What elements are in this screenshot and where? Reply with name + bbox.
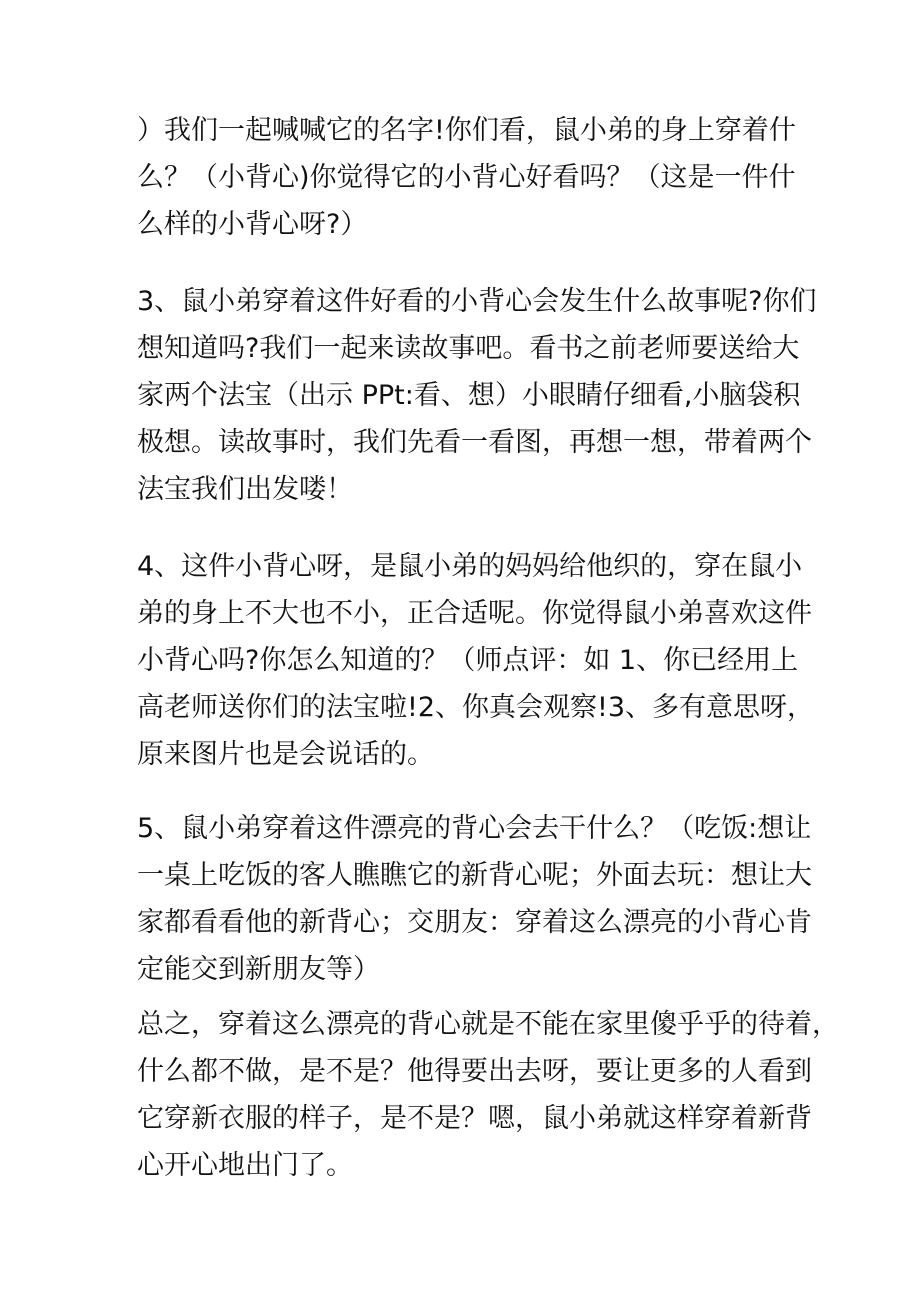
- text-line: 定能交到新朋友等）: [137, 954, 380, 985]
- text-line: 高老师送你们的法宝啦!2、你真会观察!3、多有意思呀，: [137, 692, 815, 723]
- text-line: 5、鼠小弟穿着这件漂亮的背心会去干什么？（吃饭:想让: [137, 813, 812, 844]
- text-line: 一桌上吃饭的客人瞧瞧它的新背心呢；外面去玩：想让大: [137, 860, 812, 891]
- text-line: 4、这件小背心呀，是鼠小弟的妈妈给他织的，穿在鼠小: [137, 551, 803, 582]
- text-line: 么样的小背心呀?）: [137, 209, 368, 240]
- text-line: 它穿新衣服的样子，是不是？嗯，鼠小弟就这样穿着新背: [137, 1103, 812, 1134]
- text-line: 心开心地出门了。: [137, 1150, 353, 1181]
- text-line: 原来图片也是会说话的。: [137, 739, 434, 770]
- text-line: 小背心吗?你怎么知道的？（师点评：如 1、你已经用上: [137, 645, 799, 676]
- paragraph-step-4: [137, 543, 817, 778]
- text-line: 极想。读故事时，我们先看一看图，再想一想，带着两个: [137, 427, 812, 458]
- text-line: 3、鼠小弟穿着这件好看的小背心会发生什么故事呢?你们: [137, 286, 817, 317]
- text-line: 弟的身上不大也不小，正合适呢。你觉得鼠小弟喜欢这件: [137, 598, 812, 629]
- text-line: 家两个法宝（出示 PPt:看、想）小眼睛仔细看,小脑袋积: [137, 380, 801, 411]
- text-line: ）我们一起喊喊它的名字!你们看，鼠小弟的身上穿着什: [137, 115, 796, 146]
- text-line: 家都看看他的新背心；交朋友：穿着这么漂亮的小背心肯: [137, 907, 812, 938]
- paragraph-summary: [137, 1001, 839, 1189]
- text-line: 什么都不做，是不是？他得要出去呀，要让更多的人看到: [137, 1056, 812, 1087]
- text-line: 想知道吗?我们一起来读故事吧。看书之前老师要送给大: [137, 333, 800, 364]
- text-line: 么？（小背心)你觉得它的小背心好看吗？（这是一件什: [137, 162, 796, 193]
- paragraph-step-3: [137, 278, 817, 513]
- text-line: 法宝我们出发喽！: [137, 474, 353, 505]
- text-line: 总之，穿着这么漂亮的背心就是不能在家里傻乎乎的待着，: [137, 1009, 839, 1040]
- paragraph-step-5: [137, 805, 817, 993]
- paragraph-intro: [137, 107, 817, 248]
